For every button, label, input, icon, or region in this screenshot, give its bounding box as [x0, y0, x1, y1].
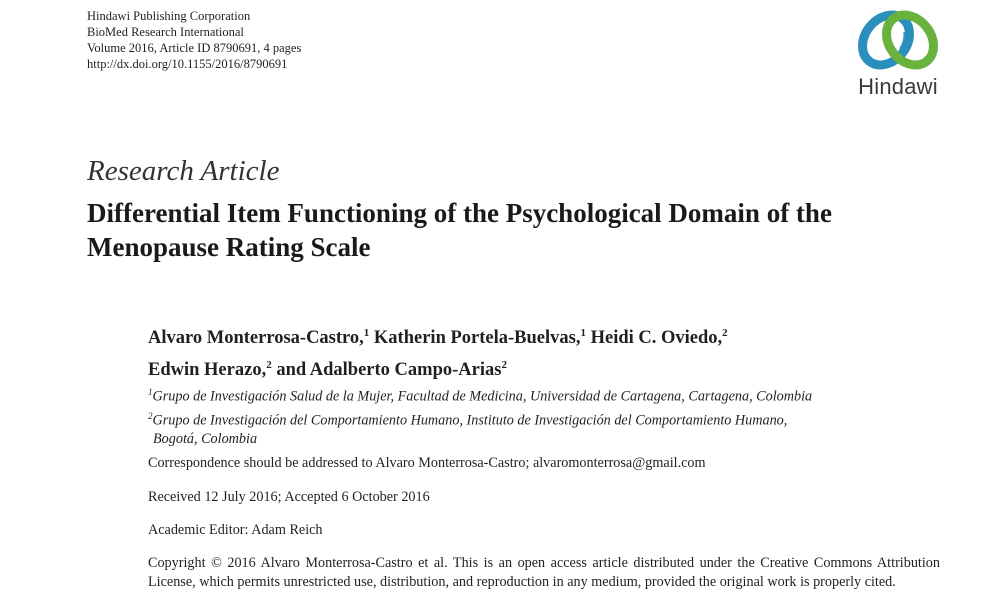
publisher-name: Hindawi Publishing Corporation — [87, 9, 251, 23]
article-title: Differential Item Functioning of the Psychological Domain of the Menopause Rating Scale — [87, 198, 832, 262]
hindawi-rings-icon — [854, 8, 942, 72]
journal-info — [87, 8, 301, 72]
volume-info: Volume 2016, Article ID 8790691, 4 pages — [87, 41, 302, 55]
affiliation-2: $^2$Grupo de Investigación del Comportamiento Humano, Instituto de Investigación del Comportamiento Humano, — [148, 410, 788, 429]
correspondence: Correspondence should be addressed to Alvaro Monterrosa-Castro; alvaromonterrosa@gmail.com — [148, 455, 706, 471]
affiliations — [148, 383, 948, 449]
affiliation-2-continued: Bogotá, Colombia — [153, 431, 258, 448]
hindawi-logo[interactable] — [850, 8, 946, 100]
author: Katherin Portela-Buelvas,$^1$ — [373, 327, 586, 349]
received-accepted-dates: Received 12 July 2016; Accepted 6 October 2016 — [148, 489, 430, 505]
author-list — [148, 320, 908, 384]
author: Edwin Herazo,$^2$ — [148, 359, 272, 381]
copyright-notice: Copyright © 2016 Alvaro Monterrosa-Castro et al. This is an open access article distributed under the Creative Commons Attribution License, which permits unrestricted use, distribution, and reproduction in any medium, provided the original work is properly cited. — [148, 555, 940, 590]
author: Heidi C. Oviedo,$^2$ — [590, 327, 728, 349]
author: Alvaro Monterrosa-Castro,$^1$ — [148, 327, 370, 349]
journal-name: BioMed Research International — [87, 25, 244, 39]
affiliation-1: $^1$Grupo de Investigación Salud de la Mujer, Facultad de Medicina, Universidad de Cartagena, Cartagena, Colombia — [148, 387, 813, 405]
author: and Adalberto Campo-Arias$^2$ — [276, 359, 507, 381]
doi-link[interactable]: http://dx.doi.org/10.1155/2016/8790691 — [87, 57, 288, 71]
academic-editor: Academic Editor: Adam Reich — [148, 522, 323, 538]
hindawi-wordmark: Hindawi — [858, 74, 938, 99]
article-type: Research Article — [87, 155, 280, 187]
